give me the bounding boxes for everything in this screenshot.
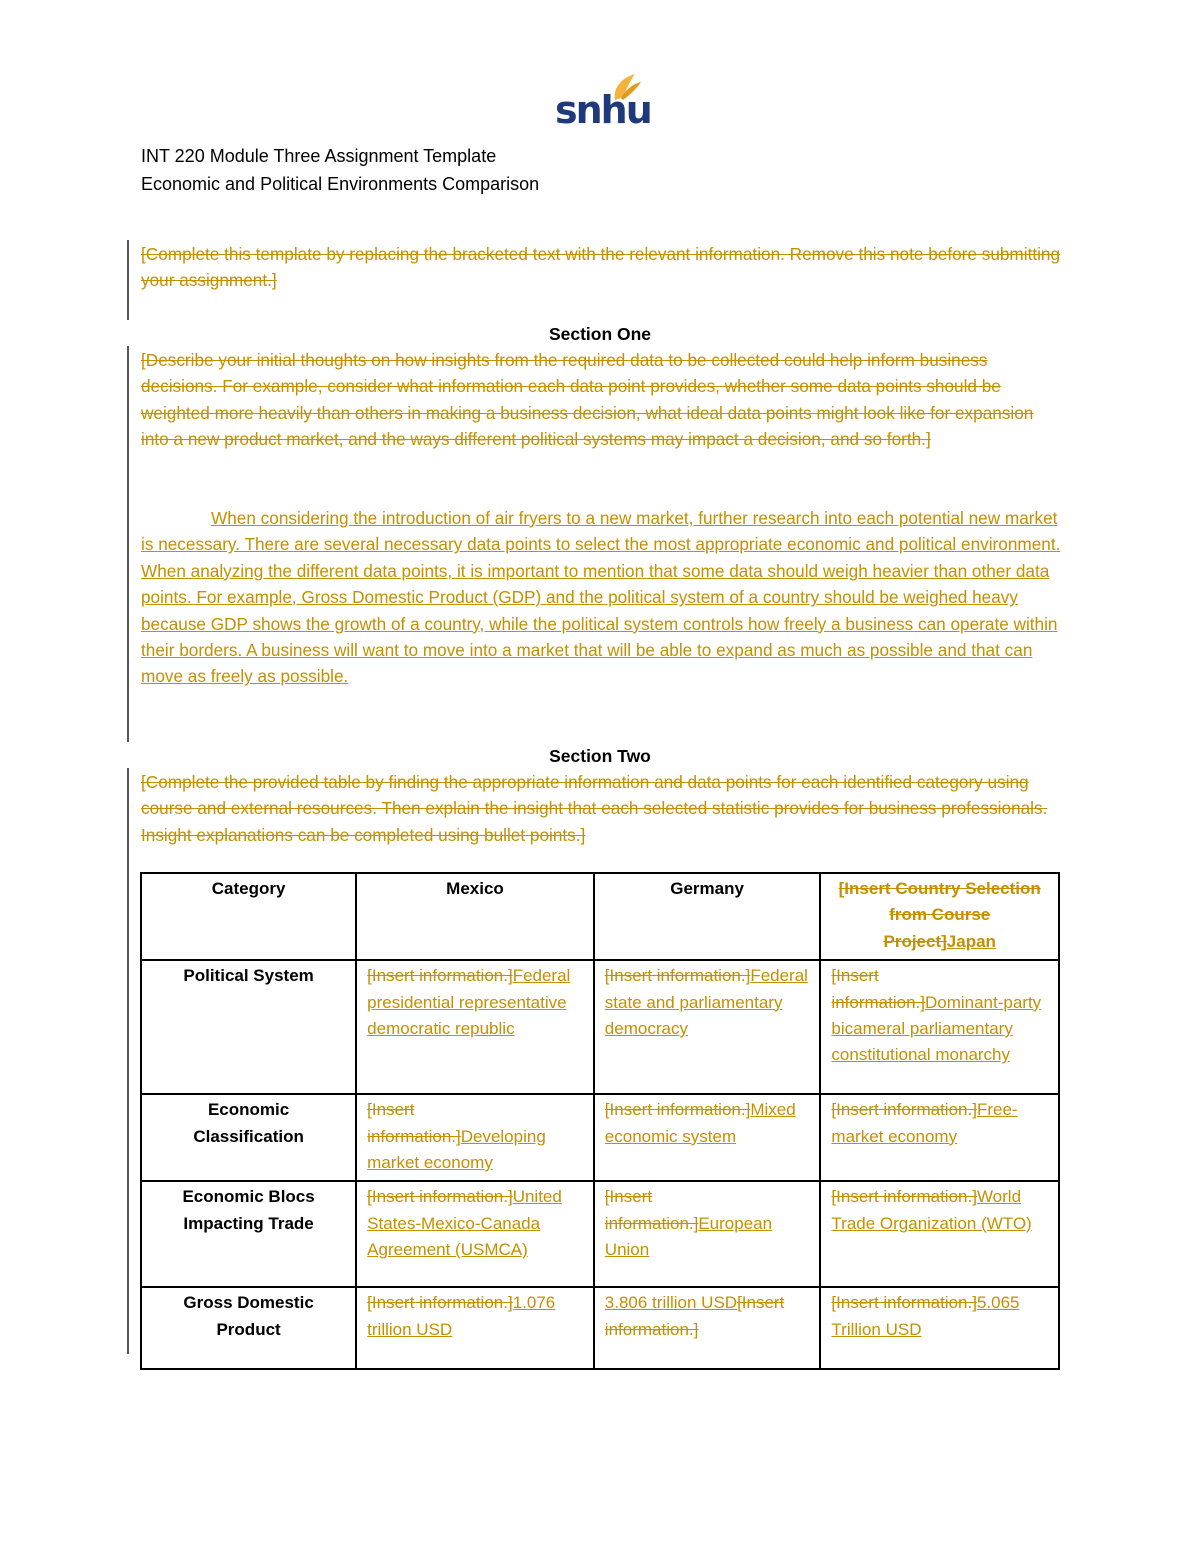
cell-value: European Union xyxy=(604,1213,773,1260)
cell-mexico xyxy=(356,1181,594,1287)
section-one-response: When considering the introduction of air fryers to a new market, further research into each potential new market is necessary. There are several necessary data points to select the most appropriate economic and political environment. When analyzing the different data points, it is important to mention that some data should weigh heavier than other data points. For example, Gross Domestic Product (GDP) and the political system of a country should be weighed heavy because GDP shows the growth of a country, while the political system controls how freely a business can operate within their borders. A business will want to move into a market that will be able to expand as much as possible and that can move as freely as possible. xyxy=(141,508,1061,687)
cell-value: Federal presidential representative democratic republic xyxy=(367,966,571,1039)
cell-japan xyxy=(820,1181,1059,1287)
header-country3-deleted: [Insert Country Selection from Course Project] xyxy=(838,879,1041,951)
logo-wordmark: snhu xyxy=(555,88,651,132)
placeholder-deleted: [Insert information.] xyxy=(831,1100,977,1120)
table-row xyxy=(141,1287,1059,1369)
header-country3-inserted: Japan xyxy=(946,931,996,951)
placeholder-deleted: [Insert information.] xyxy=(604,1100,751,1120)
placeholder-deleted: [Insert information.] xyxy=(831,1187,977,1207)
cell-germany xyxy=(594,1181,821,1287)
placeholder-deleted: [Insert information.] xyxy=(604,1293,785,1339)
cell-value: Dominant-party bicameral parliamentary constitutional monarchy xyxy=(831,992,1042,1065)
intro-note: [Complete this template by replacing the bracketed text with the relevant information. Remove this note before submitting your assignment.] xyxy=(141,244,1061,291)
placeholder-deleted: [Insert information.] xyxy=(831,966,925,1012)
change-bar xyxy=(127,768,129,1354)
cell-value: Federal state and parliamentary democracy xyxy=(604,966,808,1039)
cell-value: 5.065 Trillion USD xyxy=(831,1293,1020,1339)
cell-value: World Trade Organization (WTO) xyxy=(831,1187,1032,1233)
cell-germany xyxy=(594,1094,821,1181)
section-two-instructions: [Complete the provided table by finding the appropriate information and data points for each identified category using course and external resources. Then explain the insight that each selected statistic provides for business professionals. Insight explanations can be completed using bullet points.] xyxy=(141,772,1048,845)
header-country3 xyxy=(820,873,1059,960)
cell-value: United States-Mexico-Canada Agreement (USMCA) xyxy=(367,1187,562,1260)
cell-value: 3.806 trillion USD xyxy=(604,1293,738,1313)
cell-value: Mixed economic system xyxy=(604,1100,796,1146)
cell-germany xyxy=(594,960,821,1094)
table-row xyxy=(141,1181,1059,1287)
cell-japan xyxy=(820,1094,1059,1181)
row-category: Economic Classification xyxy=(141,1094,356,1181)
document-title: INT 220 Module Three Assignment Template xyxy=(141,146,497,166)
cell-mexico xyxy=(356,960,594,1094)
cell-japan xyxy=(820,1287,1059,1369)
table-row xyxy=(141,960,1059,1094)
placeholder-deleted: [Insert information.] xyxy=(367,1100,461,1146)
table-row xyxy=(141,1094,1059,1181)
cell-germany xyxy=(594,1287,821,1369)
change-bar xyxy=(127,240,129,320)
placeholder-deleted: [Insert information.] xyxy=(367,1293,513,1313)
row-category: Gross Domestic Product xyxy=(141,1287,356,1369)
cell-value: Free-market economy xyxy=(831,1100,1018,1146)
placeholder-deleted: [Insert information.] xyxy=(604,966,751,986)
snhu-logo xyxy=(555,72,651,134)
section-one-heading: Section One xyxy=(548,324,652,344)
cell-mexico xyxy=(356,1287,594,1369)
placeholder-deleted: [Insert information.] xyxy=(367,966,513,986)
placeholder-deleted: [Insert information.] xyxy=(604,1187,699,1233)
placeholder-deleted: [Insert information.] xyxy=(367,1187,513,1207)
section-one-instructions: [Describe your initial thoughts on how insights from the required data to be collected could help inform business decisions. For example, consider what information each data point provides, whether some data points should be weighted more heavily than others in making a business decision, what ideal data points might look like for expansion into a new product market, and the ways different political systems may impact a decision, and so forth.] xyxy=(141,350,1034,450)
cell-mexico xyxy=(356,1094,594,1181)
placeholder-deleted: [Insert information.] xyxy=(831,1293,977,1313)
cell-japan xyxy=(820,960,1059,1094)
document-subtitle: Economic and Political Environments Comparison xyxy=(141,174,540,194)
section-two-heading: Section Two xyxy=(549,746,651,766)
cell-value: 1.076 trillion USD xyxy=(367,1293,556,1339)
table-header-row xyxy=(141,873,1059,960)
header-mexico: Mexico xyxy=(356,873,594,960)
cell-value: Developing market economy xyxy=(367,1126,546,1173)
change-bar xyxy=(127,346,129,742)
header-germany: Germany xyxy=(594,873,821,960)
row-category: Economic Blocs Impacting Trade xyxy=(141,1181,356,1287)
comparison-table xyxy=(140,872,1060,1370)
row-category: Political System xyxy=(141,960,356,1094)
header-category: Category xyxy=(141,873,356,960)
